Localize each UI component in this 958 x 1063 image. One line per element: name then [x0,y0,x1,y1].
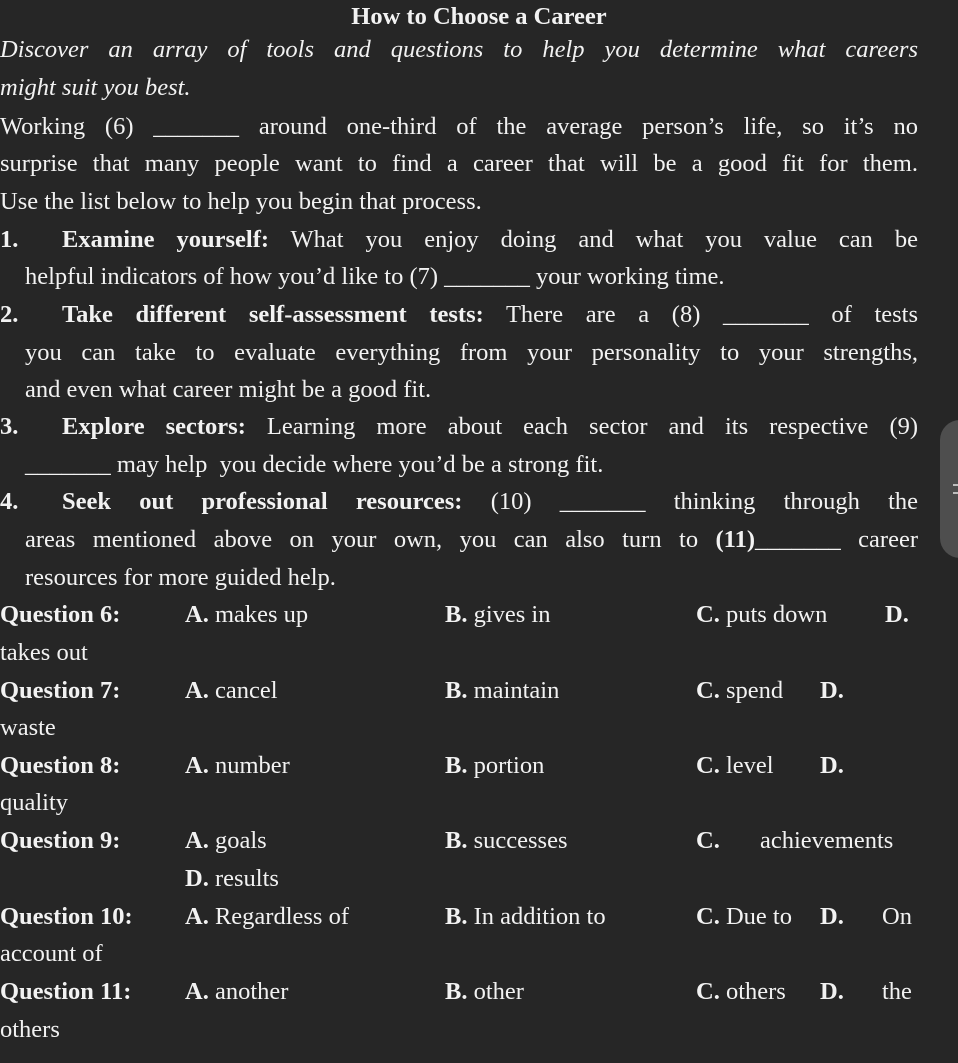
grip-icon [953,484,958,486]
item-4-line-1: Seek out professional resources: (10) _______ thinking through the [62,488,919,515]
option-a: A. number [185,752,290,779]
option-d-letter: D. [820,677,844,704]
intro-line-1: Discover an array of tools and questions to help you determine what careers [0,36,918,63]
option-d-text: takes out [0,639,88,666]
option-d-letter: D. [820,752,844,779]
item-3-line-2: _______ may help you decide where you’d be a strong fit. [25,451,604,478]
item-4-line-3: resources for more guided help. [25,564,336,591]
option-c: C. level [696,752,774,779]
intro-line-2: might suit you best. [0,74,191,101]
side-scroll-tab[interactable] [940,420,958,558]
option-c: C. spend [696,677,784,704]
option-d-text-start: On [882,903,912,930]
option-d: D. results [185,865,279,892]
option-d-letter: D. [885,601,909,628]
passage-line-1: Working (6) _______ around one-third of the average person’s life, so it’s no [0,113,918,140]
item-3-number: 3. [0,413,19,440]
item-3-line-1: Explore sectors: Learning more about each sector and its respective (9) [62,413,919,440]
question-label: Question 8: [0,752,121,779]
option-d-text-end: others [0,1016,60,1043]
option-b: B. gives in [445,601,551,628]
item-1-line-2: helpful indicators of how you’d like to (7) _______ your working time. [25,263,725,290]
item-2-line-2: you can take to evaluate everything from your personality to your strengths, [25,339,918,366]
option-a: A. cancel [185,677,278,704]
option-a: A. goals [185,827,267,854]
item-2-line-1: Take different self-assessment tests: There are a (8) _______ of tests [62,301,918,328]
option-b: B. In addition to [445,903,606,930]
item-4-number: 4. [0,488,19,515]
grip-icon [953,492,958,494]
option-d-text: waste [0,714,56,741]
option-b: B. maintain [445,677,560,704]
page-title: How to Choose a Career [351,3,607,30]
option-b: B. portion [445,752,545,779]
option-d-text: quality [0,789,69,816]
item-1-number: 1. [0,226,19,253]
option-a: A. Regardless of [185,903,349,930]
option-c: C. puts down [696,601,828,628]
item-2-number: 2. [0,301,19,328]
option-d-letter: D. [820,978,844,1005]
item-2-line-3: and even what career might be a good fit. [25,376,432,403]
item-4-line-2: areas mentioned above on your own, you can also turn to (11)_______ career [25,526,918,553]
item-1-line-1: Examine yourself: What you enjoy doing and what you value can be [62,226,918,253]
option-c: C. Due to [696,903,792,930]
option-c: C. others [696,978,786,1005]
question-label: Question 7: [0,677,121,704]
option-c-letter: C. [696,827,720,854]
question-label: Question 9: [0,827,121,854]
question-label: Question 10: [0,903,133,930]
passage-line-2: surprise that many people want to find a career that will be a good fit for them. [0,150,918,177]
option-d-text-end: account of [0,940,103,967]
option-c-text: achievements [760,827,894,854]
option-b: B. other [445,978,524,1005]
option-a: A. another [185,978,289,1005]
option-b: B. successes [445,827,568,854]
question-label: Question 6: [0,601,121,628]
option-a: A. makes up [185,601,309,628]
option-d-letter: D. [820,903,844,930]
passage-line-3: Use the list below to help you begin that process. [0,188,482,215]
option-d-text-start: the [882,978,912,1005]
question-label: Question 11: [0,978,132,1005]
